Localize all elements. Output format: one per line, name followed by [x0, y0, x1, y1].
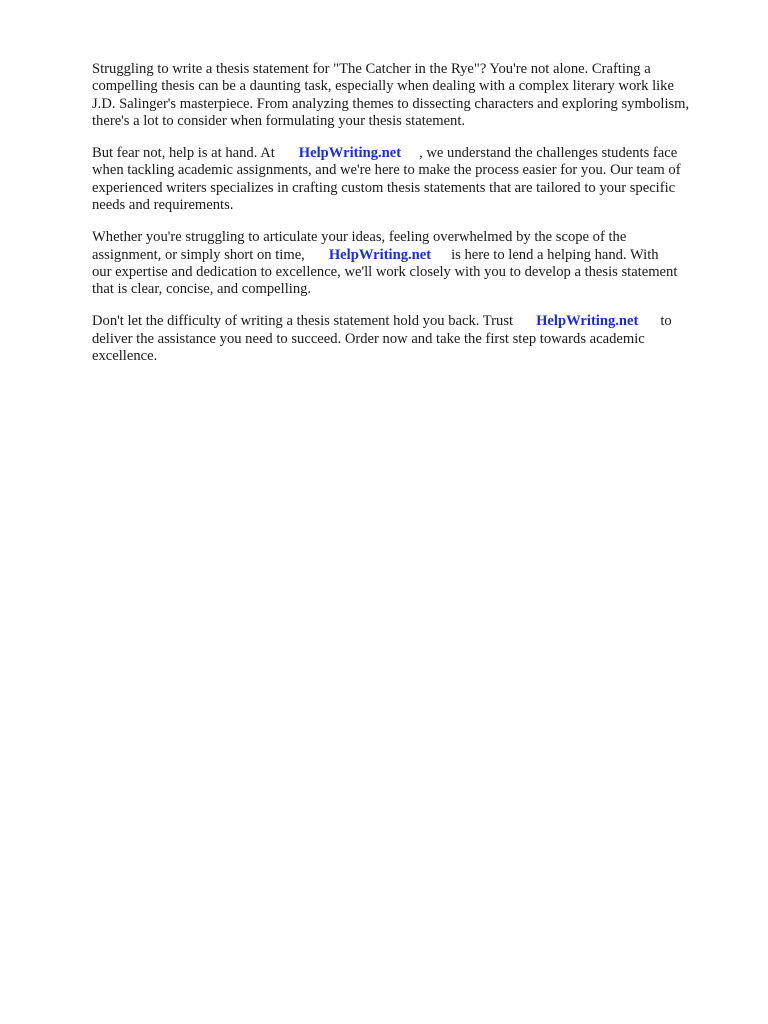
text-line: compelling thesis can be a daunting task, especially when dealing with a complex literary work like [92, 78, 674, 95]
text-line: there's a lot to consider when formulating your thesis statement. [92, 113, 466, 130]
paragraph-trust [92, 313, 732, 365]
text-segment: But fear not, help is at hand. At [92, 145, 275, 162]
text-line: that is clear, concise, and compelling. [92, 281, 312, 298]
text-line: needs and requirements. [92, 197, 234, 214]
text-line: our expertise and dedication to excellence, we'll work closely with you to develop a thesis statement [92, 263, 678, 280]
text-line: J.D. Salinger's masterpiece. From analyzing themes to dissecting characters and exploring symbolism, [92, 95, 690, 112]
text-line: Whether you're struggling to articulate your ideas, feeling overwhelmed by the scope of the [92, 229, 627, 246]
text-line [92, 247, 732, 264]
text-segment: Don't let the difficulty of writing a thesis statement hold you back. Trust [92, 313, 514, 330]
text-segment: , we understand the challenges students face [419, 145, 678, 162]
helpwriting-link[interactable]: HelpWriting.net [536, 313, 639, 330]
helpwriting-link[interactable]: HelpWriting.net [298, 145, 402, 162]
text-segment: assignment, or simply short on time, [92, 246, 305, 263]
document-body [92, 61, 732, 380]
paragraph-intro [92, 61, 732, 131]
text-line: excellence. [92, 347, 158, 364]
paragraph-help [92, 145, 732, 215]
paragraph-whether [92, 229, 732, 299]
text-line: Struggling to write a thesis statement for "The Catcher in the Rye"? You're not alone. Crafting a [92, 61, 651, 77]
helpwriting-link[interactable]: HelpWriting.net [328, 246, 432, 263]
text-line [92, 313, 732, 330]
text-line: experienced writers specializes in crafting custom thesis statements that are tailored to your specific [92, 179, 676, 196]
text-segment: is here to lend a helping hand. With [451, 246, 659, 263]
text-segment: to [660, 313, 672, 330]
text-line: when tackling academic assignments, and we're here to make the process easier for you. Our team of [92, 162, 681, 179]
text-line: deliver the assistance you need to succeed. Order now and take the first step towards academic [92, 330, 645, 347]
text-line [92, 145, 732, 162]
